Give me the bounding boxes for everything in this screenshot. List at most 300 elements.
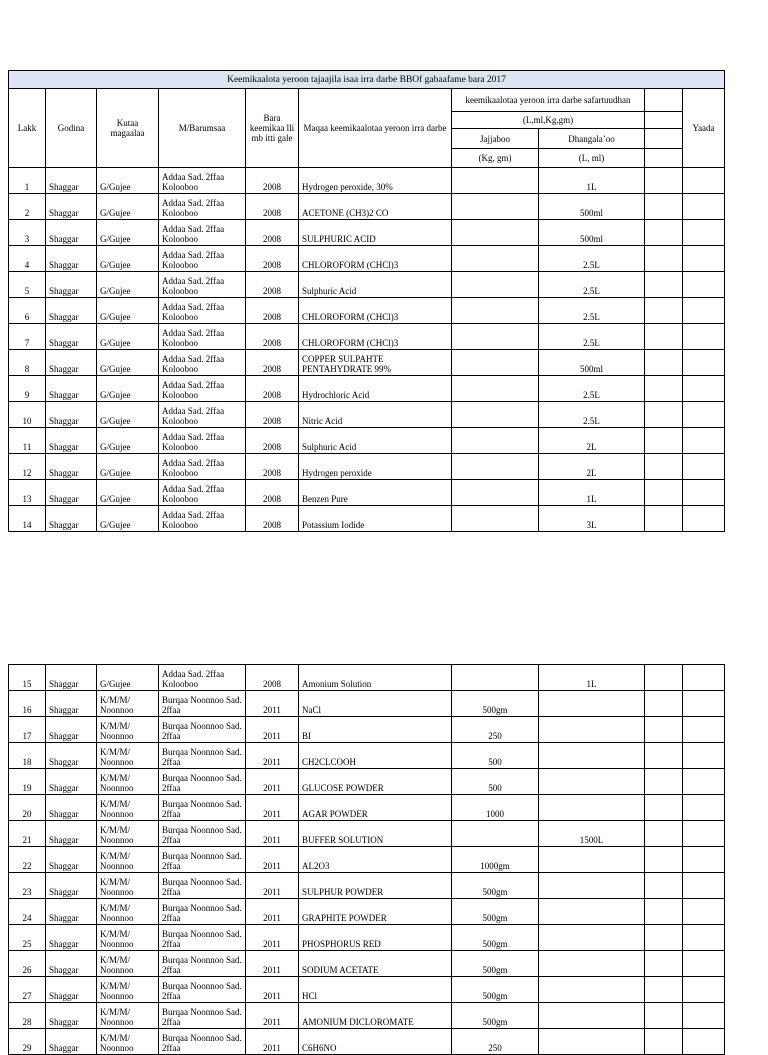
row-year: 2008 (246, 324, 299, 350)
row-solid-amount (452, 821, 539, 847)
row-school: Addaa Sad. 2ffaa Kolooboo (159, 665, 246, 691)
row-godina: Shaggar (46, 1003, 97, 1029)
row-liquid-amount: 1L (539, 480, 645, 506)
document-title: Keemikaalota yeroon tajaajila isaa irra darbe BBOf gabaafame bara 2017 (9, 71, 725, 89)
row-blank (645, 454, 683, 480)
row-kutaa: G/Gujee (97, 506, 159, 532)
row-godina: Shaggar (46, 925, 97, 951)
row-number: 23 (9, 873, 46, 899)
table-row (9, 506, 725, 532)
row-number: 26 (9, 951, 46, 977)
row-number: 4 (9, 246, 46, 272)
row-chemical-name: BUFFER SOLUTION (299, 821, 452, 847)
table-row (9, 350, 725, 376)
row-year: 2008 (246, 428, 299, 454)
row-kutaa: K/M/M/ Noonnoo (97, 821, 159, 847)
row-chemical-name: BI (299, 717, 452, 743)
table-row (9, 691, 725, 717)
row-yaada (683, 324, 725, 350)
row-liquid-amount (539, 795, 645, 821)
header-bara: Bara keemikaa lli mb itti gale (246, 89, 299, 168)
row-kutaa: G/Gujee (97, 480, 159, 506)
row-number: 14 (9, 506, 46, 532)
row-blank (645, 298, 683, 324)
row-kutaa: K/M/M/ Noonnoo (97, 951, 159, 977)
row-number: 10 (9, 402, 46, 428)
row-year: 2008 (246, 272, 299, 298)
row-godina: Shaggar (46, 298, 97, 324)
row-yaada (683, 951, 725, 977)
row-solid-amount (452, 665, 539, 691)
row-kutaa: G/Gujee (97, 324, 159, 350)
row-school: Burqaa Noonnoo Sad. 2ffaa (159, 1029, 246, 1055)
row-kutaa: G/Gujee (97, 428, 159, 454)
row-kutaa: K/M/M/ Noonnoo (97, 691, 159, 717)
row-yaada (683, 665, 725, 691)
table-row (9, 899, 725, 925)
row-number: 7 (9, 324, 46, 350)
row-kutaa: K/M/M/ Noonnoo (97, 847, 159, 873)
row-yaada (683, 168, 725, 194)
row-chemical-name: CHLOROFORM (CHCl)3 (299, 246, 452, 272)
row-chemical-name: C6H6NO (299, 1029, 452, 1055)
row-number: 13 (9, 480, 46, 506)
row-number: 21 (9, 821, 46, 847)
row-kutaa: K/M/M/ Noonnoo (97, 873, 159, 899)
row-solid-amount: 250 (452, 1029, 539, 1055)
row-liquid-amount: 3L (539, 506, 645, 532)
row-chemical-name: ACETONE (CH3)2 CO (299, 194, 452, 220)
row-blank (645, 899, 683, 925)
row-year: 2008 (246, 454, 299, 480)
row-liquid-amount (539, 1003, 645, 1029)
row-kutaa: K/M/M/ Noonnoo (97, 899, 159, 925)
table-row (9, 428, 725, 454)
row-kutaa: G/Gujee (97, 454, 159, 480)
row-school: Burqaa Noonnoo Sad. 2ffaa (159, 873, 246, 899)
row-number: 28 (9, 1003, 46, 1029)
header-jajjaboo: Jajjaboo (452, 129, 539, 148)
row-chemical-name: AL2O3 (299, 847, 452, 873)
row-chemical-name: GRAPHITE POWDER (299, 899, 452, 925)
row-blank (645, 350, 683, 376)
row-school: Addaa Sad. 2ffaa Kolooboo (159, 376, 246, 402)
row-kutaa: G/Gujee (97, 402, 159, 428)
row-godina: Shaggar (46, 324, 97, 350)
row-yaada (683, 873, 725, 899)
row-school: Addaa Sad. 2ffaa Kolooboo (159, 168, 246, 194)
row-year: 2011 (246, 899, 299, 925)
row-chemical-name: Hydrochloric Acid (299, 376, 452, 402)
row-blank (645, 480, 683, 506)
row-kutaa: G/Gujee (97, 350, 159, 376)
row-chemical-name: SODIUM ACETATE (299, 951, 452, 977)
row-blank (645, 324, 683, 350)
row-blank (645, 925, 683, 951)
row-solid-amount (452, 324, 539, 350)
table-row (9, 194, 725, 220)
row-year: 2011 (246, 821, 299, 847)
row-school: Addaa Sad. 2ffaa Kolooboo (159, 298, 246, 324)
row-liquid-amount: 500ml (539, 350, 645, 376)
table-row (9, 795, 725, 821)
row-blank (645, 847, 683, 873)
row-year: 2008 (246, 168, 299, 194)
header-group: keemikaalotaa yeroon irra darbe safartuudhan (452, 89, 645, 112)
row-solid-amount (452, 428, 539, 454)
row-solid-amount (452, 272, 539, 298)
header-barumsaa: M/Barumsaa (159, 89, 246, 168)
row-school: Burqaa Noonnoo Sad. 2ffaa (159, 951, 246, 977)
table-row (9, 743, 725, 769)
row-godina: Shaggar (46, 454, 97, 480)
row-godina: Shaggar (46, 220, 97, 246)
row-godina: Shaggar (46, 428, 97, 454)
row-school: Addaa Sad. 2ffaa Kolooboo (159, 454, 246, 480)
row-chemical-name: Sulphuric Acid (299, 272, 452, 298)
row-blank (645, 691, 683, 717)
row-liquid-amount: 2.5L (539, 376, 645, 402)
table-row (9, 298, 725, 324)
row-school: Addaa Sad. 2ffaa Kolooboo (159, 246, 246, 272)
row-year: 2011 (246, 795, 299, 821)
row-godina: Shaggar (46, 506, 97, 532)
row-chemical-name: CHLOROFORM (CHCl)3 (299, 298, 452, 324)
row-godina: Shaggar (46, 1029, 97, 1055)
row-school: Burqaa Noonnoo Sad. 2ffaa (159, 795, 246, 821)
row-school: Burqaa Noonnoo Sad. 2ffaa (159, 717, 246, 743)
row-solid-amount (452, 402, 539, 428)
table-row (9, 324, 725, 350)
row-godina: Shaggar (46, 977, 97, 1003)
row-blank (645, 665, 683, 691)
table-row (9, 821, 725, 847)
row-year: 2008 (246, 402, 299, 428)
row-blank (645, 717, 683, 743)
row-kutaa: K/M/M/ Noonnoo (97, 1003, 159, 1029)
row-chemical-name: AGAR POWDER (299, 795, 452, 821)
row-liquid-amount: 1500L (539, 821, 645, 847)
row-solid-amount (452, 220, 539, 246)
row-liquid-amount: 1L (539, 168, 645, 194)
row-kutaa: G/Gujee (97, 220, 159, 246)
row-kutaa: G/Gujee (97, 376, 159, 402)
row-godina: Shaggar (46, 743, 97, 769)
header-dhangala: Dhangala’oo (539, 129, 645, 148)
table-row (9, 951, 725, 977)
row-blank (645, 402, 683, 428)
row-number: 5 (9, 272, 46, 298)
row-kutaa: G/Gujee (97, 246, 159, 272)
row-solid-amount (452, 194, 539, 220)
row-chemical-name: SULPHUR POWDER (299, 873, 452, 899)
row-liquid-amount: 2.5L (539, 246, 645, 272)
row-blank (645, 1003, 683, 1029)
row-school: Burqaa Noonnoo Sad. 2ffaa (159, 769, 246, 795)
row-godina: Shaggar (46, 847, 97, 873)
row-liquid-amount: 2.5L (539, 272, 645, 298)
row-kutaa: K/M/M/ Noonnoo (97, 925, 159, 951)
table-row (9, 769, 725, 795)
row-solid-amount (452, 506, 539, 532)
row-solid-amount: 500gm (452, 1003, 539, 1029)
row-solid-amount: 500 (452, 743, 539, 769)
row-godina: Shaggar (46, 899, 97, 925)
row-solid-amount: 500 (452, 769, 539, 795)
row-chemical-name: NaCl (299, 691, 452, 717)
row-yaada (683, 194, 725, 220)
row-blank (645, 168, 683, 194)
row-liquid-amount: 1L (539, 665, 645, 691)
row-blank (645, 1029, 683, 1055)
row-yaada (683, 246, 725, 272)
row-yaada (683, 821, 725, 847)
row-liquid-amount: 2L (539, 428, 645, 454)
row-godina: Shaggar (46, 350, 97, 376)
row-number: 1 (9, 168, 46, 194)
row-liquid-amount (539, 873, 645, 899)
row-blank (645, 977, 683, 1003)
table-row (9, 402, 725, 428)
row-chemical-name: COPPER SULPAHTE PENTAHYDRATE 99% (299, 350, 452, 376)
row-liquid-amount: 500ml (539, 194, 645, 220)
row-godina: Shaggar (46, 194, 97, 220)
table-row (9, 376, 725, 402)
row-solid-amount: 500gm (452, 951, 539, 977)
row-kutaa: K/M/M/ Noonnoo (97, 743, 159, 769)
row-godina: Shaggar (46, 821, 97, 847)
row-yaada (683, 1029, 725, 1055)
row-kutaa: K/M/M/ Noonnoo (97, 717, 159, 743)
row-liquid-amount (539, 769, 645, 795)
row-yaada (683, 506, 725, 532)
row-solid-amount: 500gm (452, 691, 539, 717)
row-number: 3 (9, 220, 46, 246)
row-yaada (683, 925, 725, 951)
row-solid-amount (452, 298, 539, 324)
row-kutaa: K/M/M/ Noonnoo (97, 1029, 159, 1055)
table-row (9, 847, 725, 873)
row-school: Burqaa Noonnoo Sad. 2ffaa (159, 847, 246, 873)
row-year: 2008 (246, 350, 299, 376)
row-number: 8 (9, 350, 46, 376)
row-number: 11 (9, 428, 46, 454)
row-liquid-amount (539, 951, 645, 977)
row-yaada (683, 1003, 725, 1029)
table-row (9, 1003, 725, 1029)
row-liquid-amount (539, 899, 645, 925)
row-solid-amount (452, 454, 539, 480)
header-kutaa: Kutaa magaalaa (97, 89, 159, 168)
row-year: 2011 (246, 717, 299, 743)
row-year: 2011 (246, 977, 299, 1003)
row-liquid-amount (539, 1029, 645, 1055)
row-year: 2011 (246, 951, 299, 977)
header-dhangala-unit: (L, ml) (539, 148, 645, 167)
table-row (9, 246, 725, 272)
row-godina: Shaggar (46, 272, 97, 298)
row-school: Addaa Sad. 2ffaa Kolooboo (159, 428, 246, 454)
row-yaada (683, 298, 725, 324)
row-chemical-name: AMONIUM DICLOROMATE (299, 1003, 452, 1029)
row-year: 2008 (246, 480, 299, 506)
row-chemical-name: Potassium Iodide (299, 506, 452, 532)
row-number: 25 (9, 925, 46, 951)
row-godina: Shaggar (46, 376, 97, 402)
header-lakk: Lakk (9, 89, 46, 168)
row-godina: Shaggar (46, 246, 97, 272)
table-row (9, 1029, 725, 1055)
row-solid-amount: 500gm (452, 899, 539, 925)
row-blank (645, 821, 683, 847)
row-solid-amount: 500gm (452, 873, 539, 899)
row-godina: Shaggar (46, 951, 97, 977)
row-number: 19 (9, 769, 46, 795)
table-row (9, 220, 725, 246)
table-row (9, 717, 725, 743)
row-godina: Shaggar (46, 795, 97, 821)
row-chemical-name: GLUCOSE POWDER (299, 769, 452, 795)
row-yaada (683, 402, 725, 428)
row-solid-amount: 500gm (452, 925, 539, 951)
row-number: 29 (9, 1029, 46, 1055)
row-godina: Shaggar (46, 665, 97, 691)
row-liquid-amount (539, 847, 645, 873)
row-yaada (683, 717, 725, 743)
row-solid-amount: 1000 (452, 795, 539, 821)
row-year: 2011 (246, 769, 299, 795)
row-solid-amount (452, 350, 539, 376)
row-yaada (683, 847, 725, 873)
row-liquid-amount (539, 977, 645, 1003)
row-school: Addaa Sad. 2ffaa Kolooboo (159, 194, 246, 220)
row-yaada (683, 691, 725, 717)
row-year: 2011 (246, 1003, 299, 1029)
header-maqaa: Maqaa keemikaalotaa yeroon irra darbe (299, 89, 452, 168)
row-blank (645, 194, 683, 220)
row-number: 15 (9, 665, 46, 691)
row-chemical-name: PHOSPHORUS RED (299, 925, 452, 951)
row-number: 12 (9, 454, 46, 480)
row-year: 2011 (246, 925, 299, 951)
header-jajjaboo-unit: (Kg, gm) (452, 148, 539, 167)
row-yaada (683, 977, 725, 1003)
row-yaada (683, 480, 725, 506)
row-school: Addaa Sad. 2ffaa Kolooboo (159, 402, 246, 428)
row-solid-amount: 250 (452, 717, 539, 743)
row-liquid-amount (539, 925, 645, 951)
row-liquid-amount: 2.5L (539, 298, 645, 324)
table-row (9, 168, 725, 194)
row-school: Addaa Sad. 2ffaa Kolooboo (159, 480, 246, 506)
row-yaada (683, 272, 725, 298)
row-number: 18 (9, 743, 46, 769)
row-kutaa: G/Gujee (97, 665, 159, 691)
header-units: (L,ml,Kg,gm) (452, 112, 645, 129)
row-school: Burqaa Noonnoo Sad. 2ffaa (159, 743, 246, 769)
row-chemical-name: CH2CLCOOH (299, 743, 452, 769)
header-blank (645, 112, 683, 129)
row-number: 6 (9, 298, 46, 324)
row-blank (645, 769, 683, 795)
row-chemical-name: HCl (299, 977, 452, 1003)
row-kutaa: G/Gujee (97, 298, 159, 324)
table-row (9, 480, 725, 506)
row-year: 2011 (246, 873, 299, 899)
row-godina: Shaggar (46, 769, 97, 795)
row-school: Burqaa Noonnoo Sad. 2ffaa (159, 977, 246, 1003)
row-year: 2008 (246, 194, 299, 220)
row-liquid-amount: 2.5L (539, 402, 645, 428)
row-blank (645, 246, 683, 272)
row-year: 2008 (246, 665, 299, 691)
chemicals-table-page1 (8, 70, 725, 532)
table-row (9, 454, 725, 480)
row-number: 20 (9, 795, 46, 821)
row-chemical-name: Nitric Acid (299, 402, 452, 428)
row-godina: Shaggar (46, 691, 97, 717)
row-godina: Shaggar (46, 717, 97, 743)
table-row (9, 873, 725, 899)
row-blank (645, 795, 683, 821)
row-liquid-amount (539, 743, 645, 769)
row-blank (645, 376, 683, 402)
row-yaada (683, 743, 725, 769)
row-blank (645, 951, 683, 977)
row-year: 2011 (246, 691, 299, 717)
row-yaada (683, 376, 725, 402)
row-year: 2011 (246, 743, 299, 769)
row-number: 24 (9, 899, 46, 925)
row-godina: Shaggar (46, 873, 97, 899)
header-blank (645, 148, 683, 167)
row-godina: Shaggar (46, 480, 97, 506)
row-liquid-amount (539, 717, 645, 743)
row-kutaa: K/M/M/ Noonnoo (97, 795, 159, 821)
row-school: Addaa Sad. 2ffaa Kolooboo (159, 350, 246, 376)
row-solid-amount: 1000gm (452, 847, 539, 873)
row-blank (645, 428, 683, 454)
header-godina: Godina (46, 89, 97, 168)
row-liquid-amount: 500ml (539, 220, 645, 246)
row-year: 2008 (246, 506, 299, 532)
row-school: Burqaa Noonnoo Sad. 2ffaa (159, 821, 246, 847)
row-blank (645, 220, 683, 246)
row-school: Burqaa Noonnoo Sad. 2ffaa (159, 1003, 246, 1029)
row-school: Addaa Sad. 2ffaa Kolooboo (159, 220, 246, 246)
row-godina: Shaggar (46, 402, 97, 428)
row-solid-amount (452, 168, 539, 194)
row-chemical-name: SULPHURIC ACID (299, 220, 452, 246)
row-blank (645, 743, 683, 769)
row-year: 2011 (246, 1029, 299, 1055)
row-number: 16 (9, 691, 46, 717)
row-chemical-name: Hydrogen peroxide (299, 454, 452, 480)
header-blank (645, 129, 683, 148)
row-school: Burqaa Noonnoo Sad. 2ffaa (159, 899, 246, 925)
row-solid-amount: 500gm (452, 977, 539, 1003)
table-row (9, 977, 725, 1003)
header-blank (645, 89, 683, 112)
row-chemical-name: Sulphuric Acid (299, 428, 452, 454)
row-school: Addaa Sad. 2ffaa Kolooboo (159, 272, 246, 298)
row-year: 2008 (246, 376, 299, 402)
row-solid-amount (452, 480, 539, 506)
header-yaada: Yaada (683, 89, 725, 168)
row-number: 27 (9, 977, 46, 1003)
row-kutaa: K/M/M/ Noonnoo (97, 977, 159, 1003)
row-yaada (683, 454, 725, 480)
